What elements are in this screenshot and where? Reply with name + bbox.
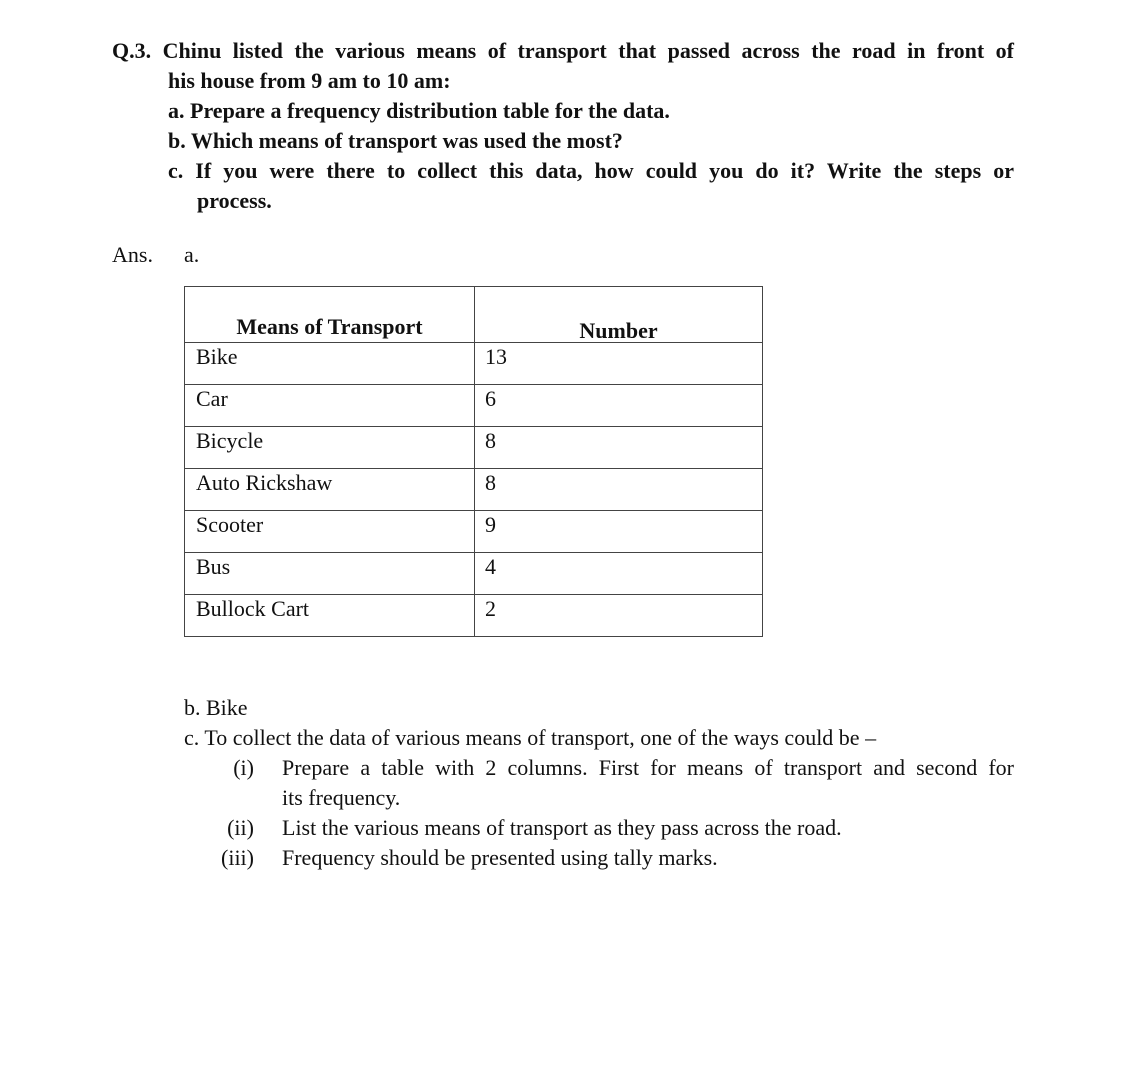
- transport-name: Auto Rickshaw: [185, 469, 475, 511]
- table-row: [185, 343, 763, 385]
- transport-name: Car: [185, 385, 475, 427]
- transport-number: 8: [475, 427, 763, 469]
- question-line-2: his house from 9 am to 10 am:: [168, 68, 451, 93]
- transport-number: 2: [475, 595, 763, 637]
- step-text: List the various means of transport as they pass across the road.: [282, 815, 842, 840]
- question-part-c-line-2: process.: [197, 188, 272, 213]
- table-row: [185, 553, 763, 595]
- step-text: Frequency should be presented using tally marks.: [282, 845, 718, 870]
- table-row: [185, 595, 763, 637]
- transport-name: Bullock Cart: [185, 595, 475, 637]
- transport-name: Bicycle: [185, 427, 475, 469]
- header-number: Number: [475, 287, 763, 343]
- transport-number: 6: [475, 385, 763, 427]
- answer-part-c: c. To collect the data of various means of transport, one of the ways could be –: [184, 725, 877, 750]
- transport-name: Bike: [185, 343, 475, 385]
- table-header-row: [185, 287, 763, 343]
- transport-name: Scooter: [185, 511, 475, 553]
- step-text-continuation: its frequency.: [282, 785, 401, 810]
- answer-part-a-label: a.: [184, 242, 200, 267]
- step-number: (i): [233, 755, 254, 780]
- transport-number: 13: [475, 343, 763, 385]
- header-means-of-transport: Means of Transport: [185, 287, 475, 343]
- step-number: (ii): [227, 815, 254, 840]
- frequency-table: [184, 286, 763, 637]
- table-row: [185, 427, 763, 469]
- transport-number: 8: [475, 469, 763, 511]
- step-number: (iii): [221, 845, 254, 870]
- answer-part-b: b. Bike: [184, 695, 248, 720]
- transport-number: 4: [475, 553, 763, 595]
- transport-number: 9: [475, 511, 763, 553]
- step-text: Prepare a table with 2 columns. First for means of transport and second for: [282, 755, 1014, 780]
- table-row: [185, 511, 763, 553]
- table-row: [185, 385, 763, 427]
- table-row: [185, 469, 763, 511]
- transport-name: Bus: [185, 553, 475, 595]
- question-part-a: a. Prepare a frequency distribution table for the data.: [168, 98, 670, 123]
- question-line-1: Q.3. Chinu listed the various means of transport that passed across the road in front of: [112, 38, 1014, 63]
- question-part-b: b. Which means of transport was used the most?: [168, 128, 623, 153]
- question-part-c-line-1: c. If you were there to collect this data, how could you do it? Write the steps or: [168, 158, 1014, 183]
- answer-label: Ans.: [112, 242, 153, 267]
